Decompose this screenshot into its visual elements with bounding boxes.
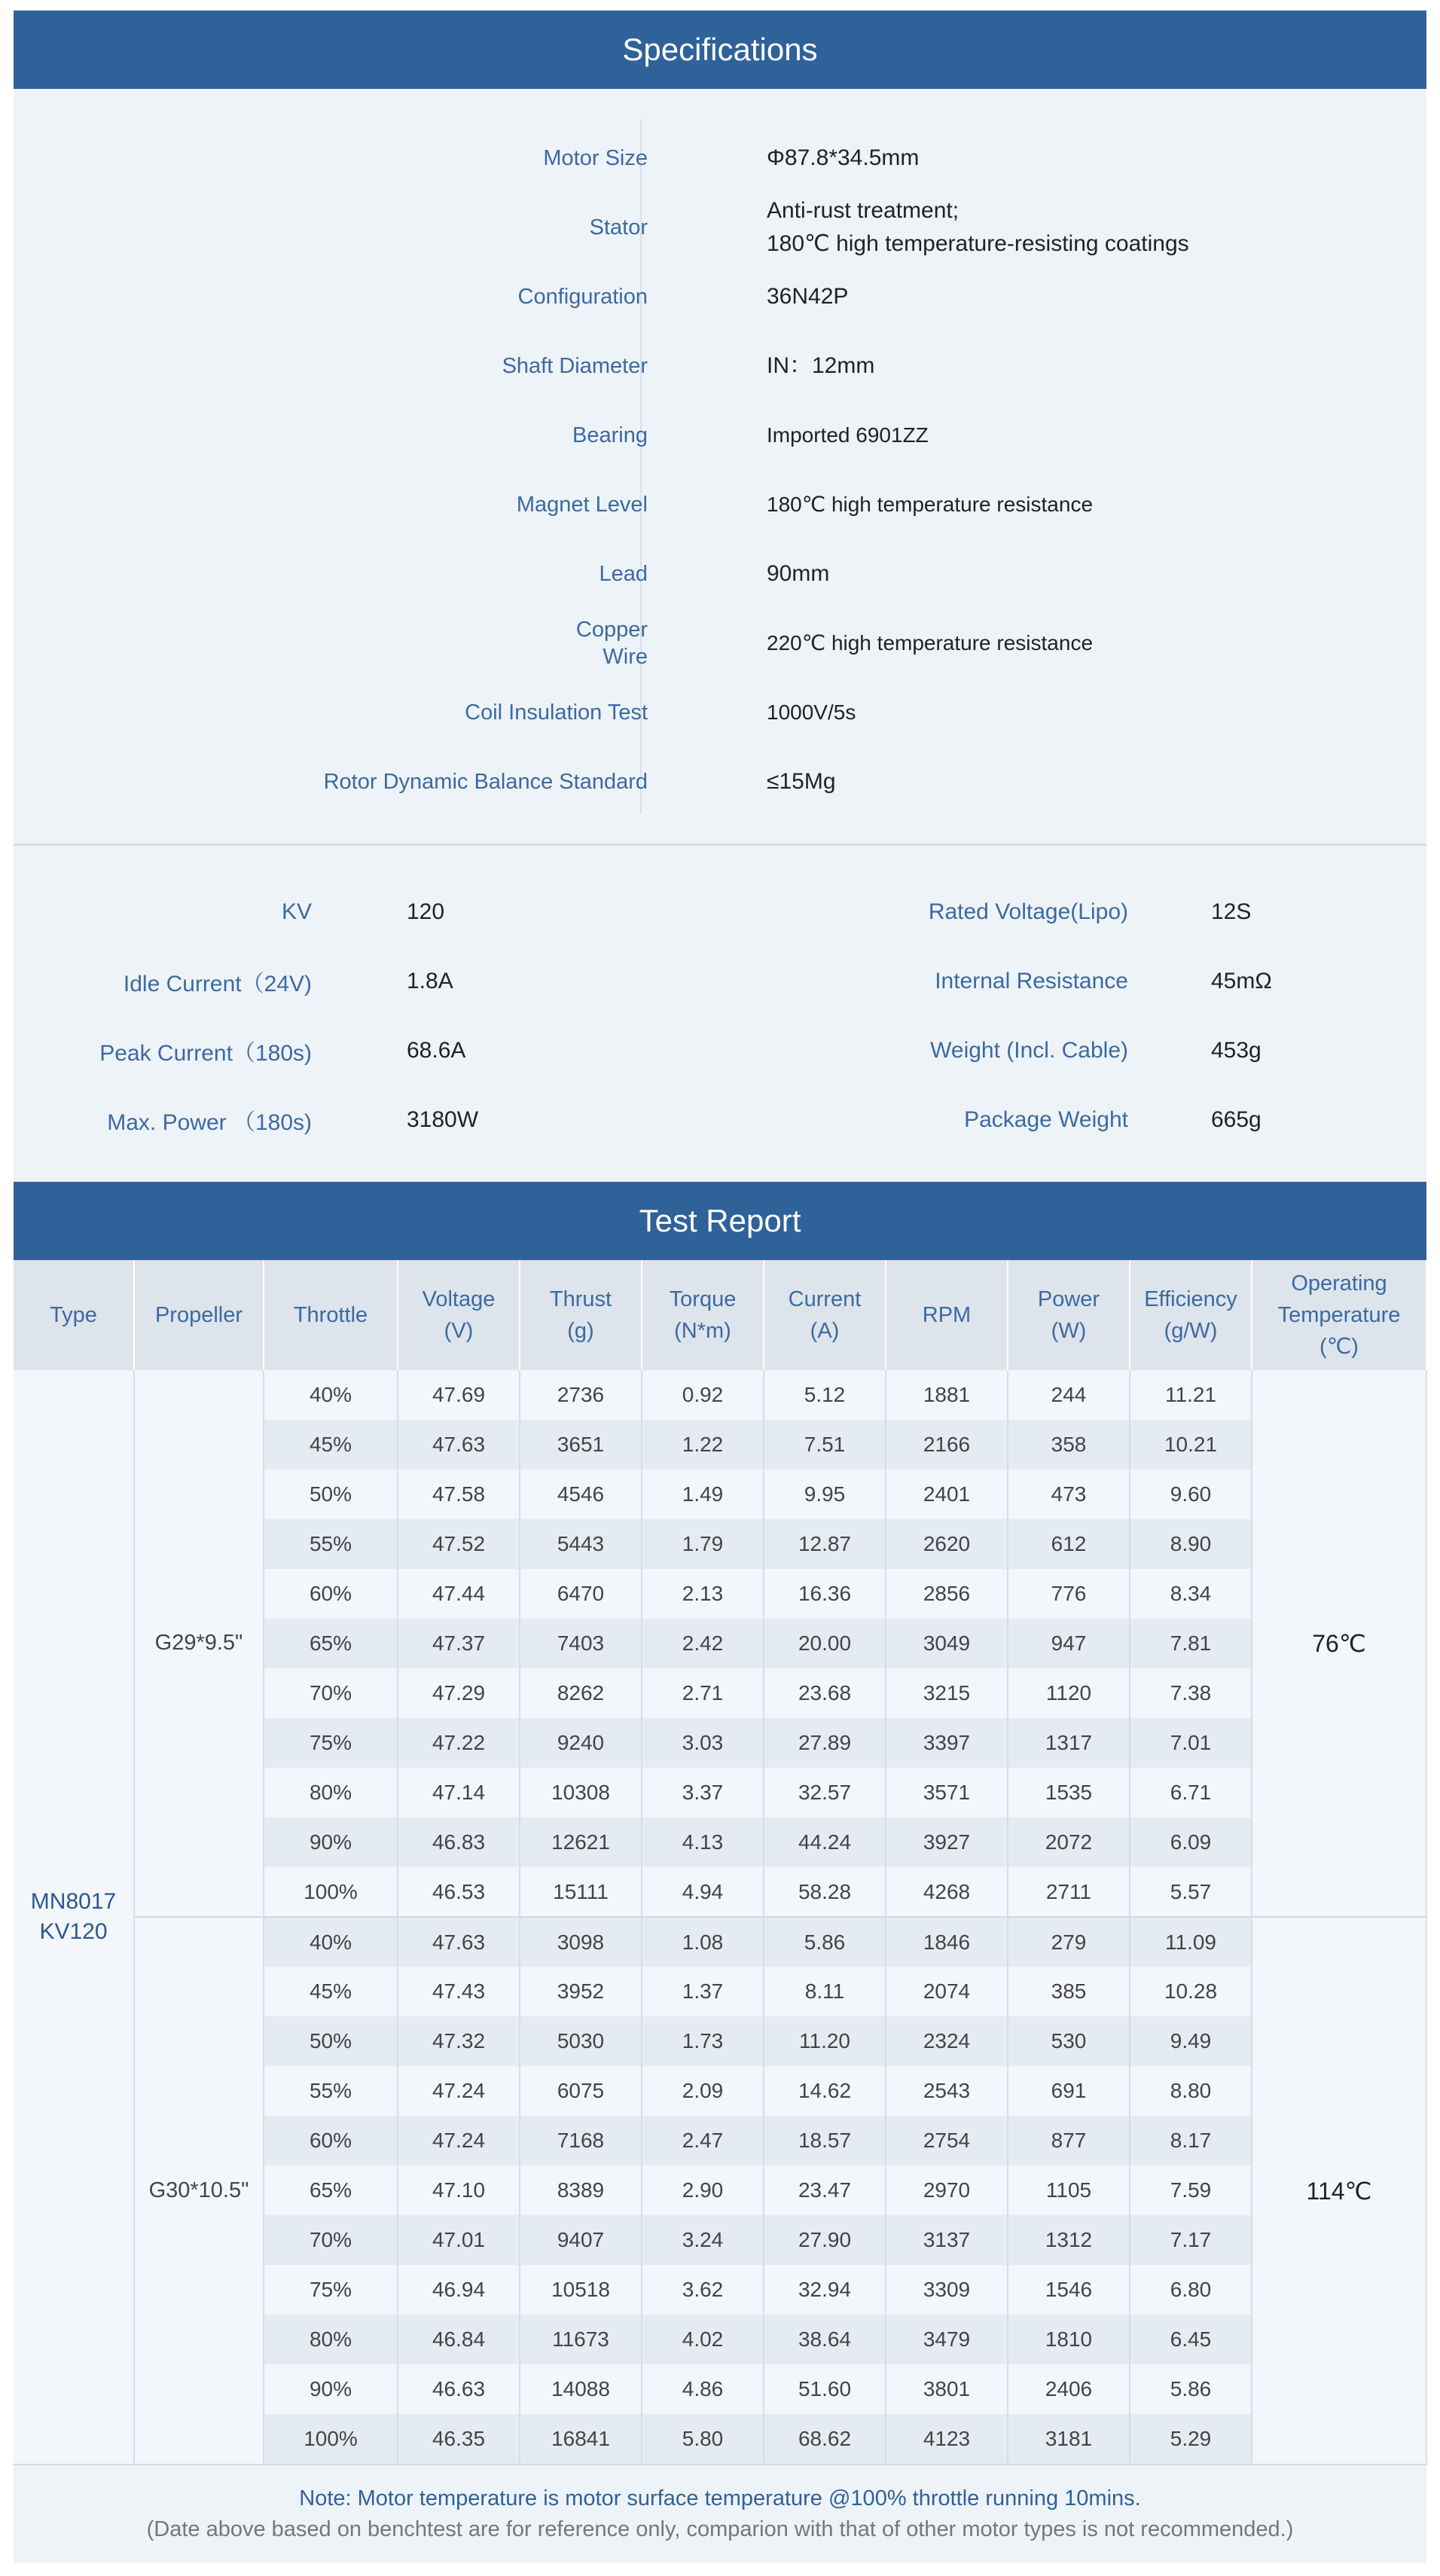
table-cell: 70% [264,1668,398,1718]
table-cell: 612 [1008,1519,1130,1569]
spec-label: Lead [599,562,648,586]
table-cell: 2406 [1008,2364,1130,2414]
table-cell: 9.60 [1130,1470,1252,1519]
table-cell: 2.90 [642,2165,764,2215]
table-cell: 40% [264,1370,398,1420]
table-cell: 8262 [520,1668,642,1718]
param-label: Idle Current（24V) [123,972,312,997]
table-cell: 9.49 [1130,2016,1252,2066]
table-cell: 2736 [520,1370,642,1420]
spec-row [14,331,1426,401]
table-cell: 47.14 [398,1768,520,1818]
table-cell: 2.13 [642,1569,764,1619]
table-cell: 0.92 [642,1370,764,1420]
spec-row [14,193,1426,262]
table-cell: 3137 [886,2215,1008,2265]
table-cell: 6.71 [1130,1768,1252,1818]
table-cell: 8.17 [1130,2116,1252,2165]
table-cell: 4.13 [642,1818,764,1867]
param-value: 68.6A [407,1038,466,1063]
table-cell: 279 [1008,1917,1130,1967]
table-cell: 2.47 [642,2116,764,2165]
spec-value: IN：12mm [767,353,875,378]
table-cell: 47.43 [398,1967,520,2016]
spec-value: Anti-rust treatment; 180℃ high temperature-resisting coatings [767,198,1189,256]
spec-sheet [14,11,1426,2563]
table-cell: 50% [264,1470,398,1519]
table-cell: 3181 [1008,2414,1130,2464]
table-cell: 68.62 [764,2414,886,2464]
disclaimer-text: (Date above based on benchtest are for reference only, comparion with that of other motor types is not recommended.) [146,2517,1294,2541]
table-cell: 5.80 [642,2414,764,2464]
param-row [14,947,1426,1016]
table-row [14,1917,1426,1967]
table-cell: 1.49 [642,1470,764,1519]
table-cell: 16841 [520,2414,642,2464]
param-label: Rated Voltage(Lipo) [928,899,1128,924]
table-cell: 47.24 [398,2116,520,2165]
table-cell: 8.90 [1130,1519,1252,1569]
spec-value: 220℃ high temperature resistance [767,631,1094,655]
table-cell: 7.59 [1130,2165,1252,2215]
spec-value: 180℃ high temperature resistance [767,493,1094,516]
table-cell: 60% [264,1569,398,1619]
table-cell: 46.94 [398,2265,520,2315]
table-cell: 3215 [886,1668,1008,1718]
table-cell: 2401 [886,1470,1008,1519]
table-cell: 47.37 [398,1619,520,1668]
spec-value: 90mm [767,561,830,586]
table-cell: 2.42 [642,1619,764,1668]
table-cell: 47.63 [398,1420,520,1470]
table-cell: 4268 [886,1867,1008,1917]
table-cell: 385 [1008,1967,1130,2016]
table-cell: 2543 [886,2066,1008,2116]
table-cell: 46.83 [398,1818,520,1867]
table-cell: 32.94 [764,2265,886,2315]
table-cell: 2074 [886,1967,1008,2016]
table-cell: 100% [264,2414,398,2464]
table-cell: 5.86 [764,1917,886,1967]
table-cell: 5030 [520,2016,642,2066]
table-cell: 55% [264,1519,398,1569]
table-cell: 6.80 [1130,2265,1252,2315]
table-cell: 473 [1008,1470,1130,1519]
table-cell: 358 [1008,1420,1130,1470]
table-cell: 47.22 [398,1718,520,1768]
table-cell: 1120 [1008,1668,1130,1718]
table-cell: 27.90 [764,2215,886,2265]
param-value: 45mΩ [1211,969,1272,993]
specifications-panel [14,89,1426,844]
table-cell: 45% [264,1967,398,2016]
table-cell: 2620 [886,1519,1008,1569]
table-cell: 5.12 [764,1370,886,1420]
table-cell: 60% [264,2116,398,2165]
table-cell: 15111 [520,1867,642,1917]
table-cell: 2754 [886,2116,1008,2165]
table-cell: 8.34 [1130,1569,1252,1619]
specifications-title: Specifications [14,11,1426,89]
param-row [14,1085,1426,1155]
param-label: KV [281,899,312,924]
table-cell: 100% [264,1867,398,1917]
table-cell: 23.47 [764,2165,886,2215]
column-header: Voltage (V) [398,1260,520,1370]
spec-value: Imported 6901ZZ [767,423,929,447]
table-cell: 5.57 [1130,1867,1252,1917]
param-row [14,877,1426,947]
table-cell: 47.01 [398,2215,520,2265]
table-cell: 16.36 [764,1569,886,1619]
table-cell: 46.53 [398,1867,520,1917]
table-cell: 5.86 [1130,2364,1252,2414]
spec-value: ≤15Mg [767,769,836,794]
table-cell: 2856 [886,1569,1008,1619]
param-label: Weight (Incl. Cable) [930,1038,1128,1063]
param-label: Package Weight [964,1107,1128,1132]
table-cell: 2166 [886,1420,1008,1470]
table-cell: 46.35 [398,2414,520,2464]
table-cell: 1881 [886,1370,1008,1420]
table-header-row [14,1260,1426,1370]
table-cell: 75% [264,2265,398,2315]
param-value: 3180W [407,1107,479,1132]
table-cell: 10.21 [1130,1420,1252,1470]
table-cell: 3651 [520,1420,642,1470]
table-cell: 47.58 [398,1470,520,1519]
param-value: 12S [1211,899,1252,924]
table-cell: 10308 [520,1768,642,1818]
table-cell: 3309 [886,2265,1008,2315]
table-cell: 947 [1008,1619,1130,1668]
column-header: Torque (N*m) [642,1260,764,1370]
table-cell: 11.09 [1130,1917,1252,1967]
table-cell: 47.69 [398,1370,520,1420]
table-cell: 1317 [1008,1718,1130,1768]
table-cell: 3.24 [642,2215,764,2265]
table-cell: 8.80 [1130,2066,1252,2116]
table-cell: 40% [264,1917,398,1967]
table-cell: 3.37 [642,1768,764,1818]
table-cell: 5.29 [1130,2414,1252,2464]
table-cell: 9407 [520,2215,642,2265]
table-cell: 3.62 [642,2265,764,2315]
param-row [14,1016,1426,1085]
table-cell: 65% [264,2165,398,2215]
table-cell: 45% [264,1420,398,1470]
propeller-cell: G30*10.5" [134,1917,264,2464]
table-row [14,1370,1426,1420]
spec-row [14,747,1426,816]
table-cell: 47.44 [398,1569,520,1619]
table-cell: 14088 [520,2364,642,2414]
table-cell: 9240 [520,1718,642,1768]
spec-label: Coil Insulation Test [465,700,648,725]
table-cell: 46.84 [398,2315,520,2364]
column-header: Power (W) [1008,1260,1130,1370]
param-value: 453g [1211,1038,1262,1063]
table-cell: 3049 [886,1619,1008,1668]
column-header: Thrust (g) [520,1260,642,1370]
column-header: Operating Temperature (℃) [1252,1260,1426,1370]
table-cell: 3397 [886,1718,1008,1768]
table-cell: 2.09 [642,2066,764,2116]
spec-value: 1000V/5s [767,700,856,724]
table-cell: 3801 [886,2364,1008,2414]
table-cell: 4546 [520,1470,642,1519]
spec-label: Stator [589,215,648,240]
table-cell: 7.81 [1130,1619,1252,1668]
table-cell: 6470 [520,1569,642,1619]
table-cell: 1.73 [642,2016,764,2066]
spec-label: Magnet Level [516,493,648,517]
table-cell: 1312 [1008,2215,1130,2265]
table-cell: 7.38 [1130,1668,1252,1718]
table-cell: 1.79 [642,1519,764,1569]
propeller-cell: G29*9.5" [134,1370,264,1917]
table-cell: 58.28 [764,1867,886,1917]
table-cell: 2.71 [642,1668,764,1718]
spec-row [14,470,1426,539]
table-cell: 7.51 [764,1420,886,1470]
table-cell: 12.87 [764,1519,886,1569]
param-value: 1.8A [407,969,453,993]
table-cell: 65% [264,1619,398,1668]
table-cell: 80% [264,2315,398,2364]
param-label: Max. Power （180s) [107,1110,312,1135]
table-cell: 23.68 [764,1668,886,1718]
test-report-table [14,1260,1427,2464]
table-cell: 75% [264,1718,398,1768]
param-label: Peak Current（180s) [99,1041,312,1066]
table-cell: 20.00 [764,1619,886,1668]
table-cell: 47.52 [398,1519,520,1569]
table-cell: 90% [264,2364,398,2414]
spec-row [14,609,1426,678]
table-cell: 47.32 [398,2016,520,2066]
table-cell: 776 [1008,1569,1130,1619]
table-cell: 7.17 [1130,2215,1252,2265]
temperature-cell: 76℃ [1252,1370,1426,1917]
spec-row [14,401,1426,470]
table-cell: 3.03 [642,1718,764,1768]
temperature-cell: 114℃ [1252,1917,1426,2464]
spec-row [14,262,1426,331]
table-cell: 6075 [520,2066,642,2116]
table-cell: 80% [264,1768,398,1818]
table-cell: 12621 [520,1818,642,1867]
table-cell: 11.21 [1130,1370,1252,1420]
table-cell: 1.08 [642,1917,764,1967]
table-cell: 2072 [1008,1818,1130,1867]
spec-label: Configuration [517,285,648,309]
table-cell: 46.63 [398,2364,520,2414]
spec-label: Motor Size [543,146,648,170]
spec-row [14,678,1426,747]
table-cell: 1.37 [642,1967,764,2016]
table-cell: 7403 [520,1619,642,1668]
spec-label: Rotor Dynamic Balance Standard [323,770,648,794]
table-cell: 1.22 [642,1420,764,1470]
spec-row [14,124,1426,193]
table-cell: 1546 [1008,2265,1130,2315]
note-text: Note: Motor temperature is motor surface temperature @100% throttle running 10mins. [299,2486,1141,2510]
table-cell: 27.89 [764,1718,886,1768]
table-cell: 47.24 [398,2066,520,2116]
table-cell: 18.57 [764,2116,886,2165]
table-cell: 4.02 [642,2315,764,2364]
column-header: Propeller [134,1260,264,1370]
type-cell: MN8017 KV120 [14,1370,134,2464]
table-cell: 47.29 [398,1668,520,1718]
table-cell: 1105 [1008,2165,1130,2215]
table-cell: 7168 [520,2116,642,2165]
table-cell: 3571 [886,1768,1008,1818]
spec-row [14,539,1426,609]
table-cell: 6.45 [1130,2315,1252,2364]
table-cell: 38.64 [764,2315,886,2364]
table-cell: 5443 [520,1519,642,1569]
table-cell: 3479 [886,2315,1008,2364]
spec-value: 36N42P [767,284,849,309]
param-value: 120 [407,899,445,924]
column-header: Current (A) [764,1260,886,1370]
table-cell: 1535 [1008,1768,1130,1818]
table-cell: 244 [1008,1370,1130,1420]
column-header: Efficiency (g/W) [1130,1260,1252,1370]
column-header: Throttle [264,1260,398,1370]
table-cell: 90% [264,1818,398,1867]
table-cell: 9.95 [764,1470,886,1519]
table-cell: 47.10 [398,2165,520,2215]
note-panel [14,2464,1426,2563]
table-cell: 44.24 [764,1818,886,1867]
table-cell: 50% [264,2016,398,2066]
param-label: Internal Resistance [935,969,1128,993]
table-cell: 11673 [520,2315,642,2364]
spec-label: Copper Wire [575,618,648,669]
table-cell: 6.09 [1130,1818,1252,1867]
spec-value: Φ87.8*34.5mm [767,145,920,170]
table-cell: 32.57 [764,1768,886,1818]
table-cell: 47.63 [398,1917,520,1967]
param-value: 665g [1211,1107,1262,1132]
table-cell: 10.28 [1130,1967,1252,2016]
parameters-panel [14,846,1426,1182]
test-report-title: Test Report [14,1182,1426,1260]
table-cell: 55% [264,2066,398,2116]
table-cell: 3927 [886,1818,1008,1867]
table-cell: 3098 [520,1917,642,1967]
spec-label: Shaft Diameter [502,354,648,378]
table-cell: 1810 [1008,2315,1130,2364]
table-cell: 2324 [886,2016,1008,2066]
table-cell: 4123 [886,2414,1008,2464]
table-cell: 1846 [886,1917,1008,1967]
table-cell: 2711 [1008,1867,1130,1917]
table-cell: 8.11 [764,1967,886,2016]
table-cell: 51.60 [764,2364,886,2414]
column-header: RPM [886,1260,1008,1370]
table-cell: 14.62 [764,2066,886,2116]
table-cell: 10518 [520,2265,642,2315]
table-cell: 3952 [520,1967,642,2016]
table-cell: 691 [1008,2066,1130,2116]
table-cell: 530 [1008,2016,1130,2066]
table-cell: 2970 [886,2165,1008,2215]
table-cell: 11.20 [764,2016,886,2066]
table-body [14,1370,1426,2464]
table-cell: 4.86 [642,2364,764,2414]
table-cell: 4.94 [642,1867,764,1917]
column-header: Type [14,1260,134,1370]
table-cell: 8389 [520,2165,642,2215]
spec-label: Bearing [572,423,648,447]
table-cell: 7.01 [1130,1718,1252,1768]
table-cell: 70% [264,2215,398,2265]
table-cell: 877 [1008,2116,1130,2165]
